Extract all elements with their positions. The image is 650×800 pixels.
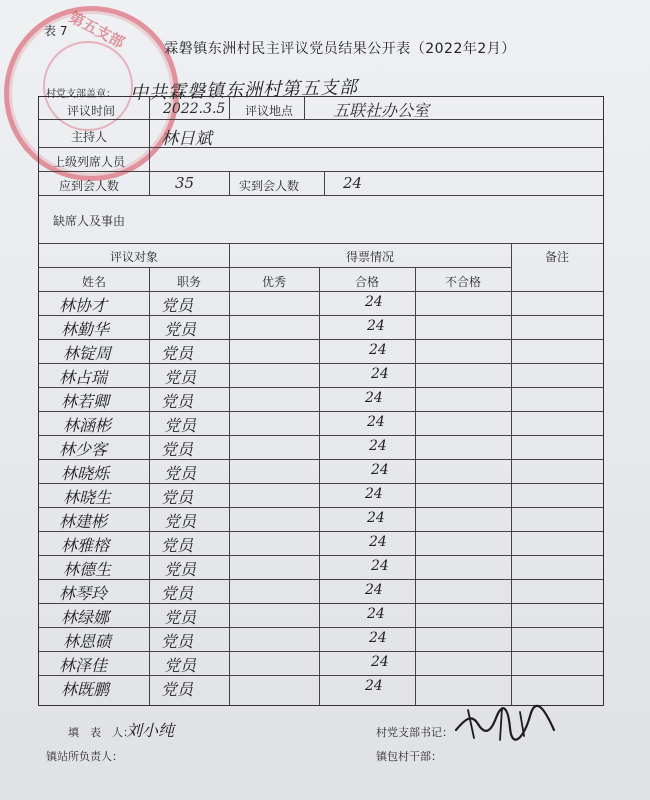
qualified-votes: 24 bbox=[367, 510, 385, 526]
row-divider bbox=[39, 171, 603, 172]
member-position: 党员 bbox=[164, 512, 197, 531]
member-name: 林琴玲 bbox=[59, 584, 108, 603]
row-divider bbox=[39, 243, 603, 244]
member-position: 党员 bbox=[161, 632, 194, 651]
qualified-votes: 24 bbox=[371, 366, 389, 382]
member-name: 林涵彬 bbox=[63, 416, 112, 435]
col-divider bbox=[149, 267, 150, 705]
member-position: 党员 bbox=[161, 488, 194, 507]
row-divider bbox=[39, 603, 603, 604]
votes-group-header: 得票情况 bbox=[345, 250, 394, 264]
row-divider bbox=[39, 147, 603, 148]
member-position: 党员 bbox=[161, 584, 194, 603]
qualified-votes: 24 bbox=[371, 558, 389, 574]
row-divider bbox=[39, 291, 603, 292]
member-name: 林少客 bbox=[59, 440, 108, 459]
qualified-votes: 24 bbox=[371, 654, 389, 670]
party-branch-seal-value: 中共霖磐镇东洲村第五支部 bbox=[129, 77, 359, 104]
row-divider bbox=[39, 411, 603, 412]
expected-attendance-label: 应到会人数 bbox=[59, 179, 120, 193]
row-divider bbox=[39, 267, 511, 268]
actual-attendance-value: 24 bbox=[343, 174, 363, 192]
remark-header: 备注 bbox=[544, 250, 569, 264]
qualified-votes: 24 bbox=[371, 462, 389, 478]
member-position: 党员 bbox=[161, 392, 194, 411]
row-divider bbox=[39, 315, 603, 316]
qualified-votes: 24 bbox=[367, 606, 385, 622]
col-divider bbox=[324, 171, 325, 195]
col-divider bbox=[229, 243, 230, 705]
row-divider bbox=[39, 675, 603, 676]
filler-value: 刘小纯 bbox=[126, 721, 175, 740]
member-position: 党员 bbox=[161, 344, 194, 363]
meeting-place-value: 五联社办公室 bbox=[333, 101, 430, 120]
evaluation-table bbox=[38, 96, 604, 706]
qualified-votes: 24 bbox=[365, 486, 383, 502]
row-divider bbox=[39, 459, 603, 460]
qualified-column-header: 合格 bbox=[354, 275, 379, 289]
seal-text: 第五支部 bbox=[66, 7, 128, 52]
position-column-header: 职务 bbox=[176, 275, 201, 289]
qualified-votes: 24 bbox=[365, 582, 383, 598]
member-name: 林若卿 bbox=[61, 392, 110, 411]
member-position: 党员 bbox=[164, 560, 197, 579]
member-name: 林建彬 bbox=[59, 512, 108, 531]
row-divider bbox=[39, 435, 603, 436]
host-label: 主持人 bbox=[71, 130, 108, 144]
qualified-votes: 24 bbox=[369, 630, 387, 646]
row-divider bbox=[39, 555, 603, 556]
member-name: 林勤华 bbox=[61, 320, 110, 339]
row-divider bbox=[39, 531, 603, 532]
secretary-signature bbox=[450, 700, 560, 746]
col-divider bbox=[319, 267, 320, 705]
excellent-column-header: 优秀 bbox=[261, 275, 286, 289]
col-divider bbox=[229, 171, 230, 195]
member-name: 林晓生 bbox=[63, 488, 112, 507]
member-position: 党员 bbox=[164, 416, 197, 435]
document-title: 霖磐镇东洲村民主评议党员结果公开表（2022年2月） bbox=[164, 41, 516, 57]
row-divider bbox=[39, 651, 603, 652]
qualified-votes: 24 bbox=[369, 534, 387, 550]
absentees-label: 缺席人及事由 bbox=[53, 214, 126, 228]
expected-attendance-value: 35 bbox=[175, 174, 195, 192]
member-name: 林占瑞 bbox=[59, 368, 108, 387]
table-number: 表 7 bbox=[44, 24, 68, 38]
row-divider bbox=[39, 363, 603, 364]
row-divider bbox=[39, 387, 603, 388]
meeting-place-label: 评议地点 bbox=[245, 104, 294, 118]
member-position: 党员 bbox=[164, 656, 197, 675]
member-position: 党员 bbox=[161, 680, 194, 699]
subject-group-header: 评议对象 bbox=[109, 250, 158, 264]
qualified-votes: 24 bbox=[369, 438, 387, 454]
member-name: 林绿娜 bbox=[61, 608, 110, 627]
qualified-votes: 24 bbox=[369, 342, 387, 358]
unqualified-column-header: 不合格 bbox=[444, 275, 481, 289]
party-secretary-label: 村党支部书记： bbox=[376, 726, 453, 739]
member-name: 林泽佳 bbox=[59, 656, 108, 675]
township-cadre-label: 镇包村干部： bbox=[376, 750, 442, 763]
meeting-time-label: 评议时间 bbox=[67, 104, 116, 118]
member-position: 党员 bbox=[164, 368, 197, 387]
name-column-header: 姓名 bbox=[81, 275, 106, 289]
row-divider bbox=[39, 195, 603, 196]
row-divider bbox=[39, 507, 603, 508]
member-name: 林雅榕 bbox=[61, 536, 110, 555]
col-divider bbox=[511, 243, 512, 705]
meeting-time-value: 2022.3.5 bbox=[163, 101, 226, 117]
member-position: 党员 bbox=[164, 608, 197, 627]
member-position: 党员 bbox=[161, 536, 194, 555]
station-head-label: 镇站所负责人： bbox=[46, 750, 123, 763]
row-divider bbox=[39, 339, 603, 340]
host-value: 林日斌 bbox=[161, 129, 212, 149]
qualified-votes: 24 bbox=[365, 390, 383, 406]
row-divider bbox=[39, 483, 603, 484]
member-name: 林既鹏 bbox=[61, 680, 110, 699]
col-divider bbox=[229, 97, 230, 119]
superior-attendees-label: 上级列席人员 bbox=[53, 155, 126, 169]
member-name: 林锭周 bbox=[63, 344, 112, 363]
row-divider bbox=[39, 627, 603, 628]
member-name: 林恩碛 bbox=[63, 632, 112, 651]
qualified-votes: 24 bbox=[367, 318, 385, 334]
actual-attendance-label: 实到会人数 bbox=[239, 179, 300, 193]
row-divider bbox=[39, 579, 603, 580]
member-position: 党员 bbox=[161, 440, 194, 459]
filler-label: 填 表 人： bbox=[68, 726, 134, 739]
qualified-votes: 24 bbox=[365, 678, 383, 694]
row-divider bbox=[39, 119, 603, 120]
qualified-votes: 24 bbox=[367, 414, 385, 430]
member-name: 林德生 bbox=[63, 560, 112, 579]
member-position: 党员 bbox=[164, 464, 197, 483]
member-name: 林协才 bbox=[59, 296, 108, 315]
member-name: 林晓烁 bbox=[61, 464, 110, 483]
col-divider bbox=[415, 267, 416, 705]
col-divider bbox=[304, 97, 305, 119]
member-position: 党员 bbox=[161, 296, 194, 315]
party-branch-seal-label: 村党支部盖章： bbox=[46, 89, 116, 100]
col-divider bbox=[149, 97, 150, 195]
member-position: 党员 bbox=[164, 320, 197, 339]
qualified-votes: 24 bbox=[365, 294, 383, 310]
